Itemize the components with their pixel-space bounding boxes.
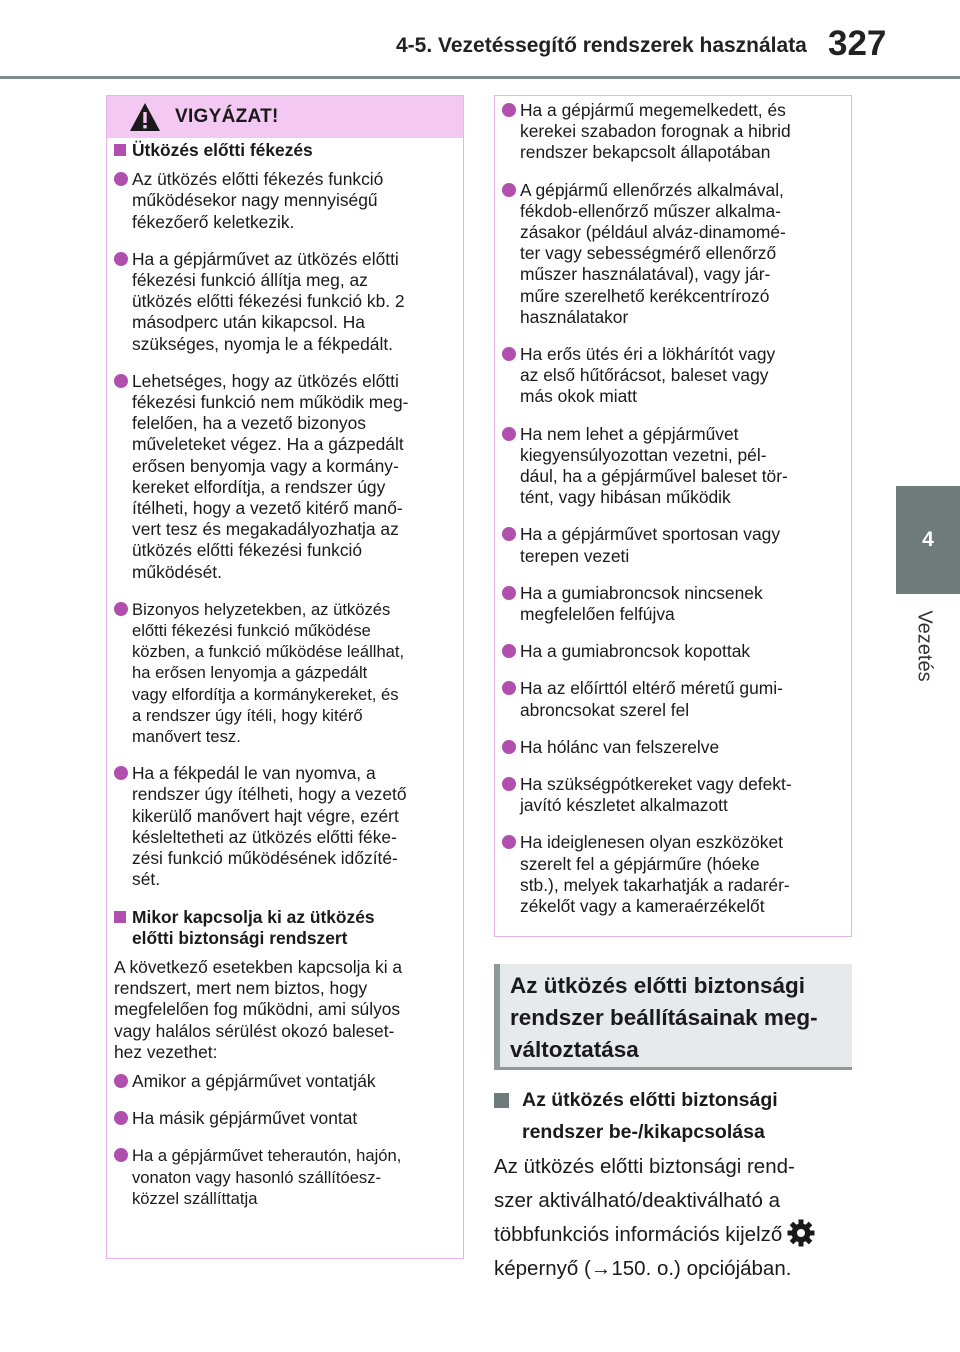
intro-paragraph: A következő esetekben kapcsolja ki a rendszert, mert nem biztos, hogy megfelelően fog működni, ami súlyos vagy halálos sérülést okozó baleset- hez vezethet: bbox=[114, 956, 403, 1062]
page-header bbox=[0, 0, 960, 78]
bullet-item: Ha másik gépjárművet vontat bbox=[114, 1108, 456, 1129]
bullet-item: Ha a gépjárművet az ütközés előtti fékezési funkció állítja meg, az ütközés előtti fékezési funkció kb. 2 másodperc után kikapcsol. Ha szükséges, nyomja le a fékpedált. bbox=[114, 249, 456, 355]
warning-triangle-icon bbox=[129, 102, 161, 132]
square-bullet-icon bbox=[114, 144, 126, 156]
bullet-item: Ha a gépjármű megemelkedett, és kerekei szabadon forognak a hibrid rendszer bekapcsolt állapotában bbox=[502, 100, 842, 164]
page-number: 327 bbox=[828, 24, 887, 63]
chapter-tab bbox=[896, 486, 960, 594]
body-paragraph: Az ütközés előtti biztonsági rend- szer aktiválható/deaktiválható a többfunkciós információs kijelző képernyő (→150. o.) opciójában. bbox=[494, 1150, 854, 1286]
round-bullet-icon bbox=[114, 252, 128, 266]
subheading: Az ütközés előtti biztonsági rendszer be-/kikapcsolása bbox=[494, 1084, 854, 1148]
bullet-item: A gépjármű ellenőrzés alkalmával, fékdob-ellenőrző műszer alkalma- zásakor (például alváz-dinamomé- ter vagy sebességmérő ellenőrző műszer használatával), vagy jár- műre szerelhető kerékcentrírozó használatakor bbox=[502, 180, 842, 328]
bullet-item: Ha ideiglenesen olyan eszközöket szerelt fel a gépjárműre (hóeke stb.), melyek takarhatják a radarér- zékelőt vagy a kameraérzékelőt bbox=[502, 832, 842, 917]
round-bullet-icon bbox=[114, 374, 128, 388]
bullet-item: Ha erős ütés éri a lökhárítót vagy az első hűtőrácsot, baleset vagy más okok miatt bbox=[502, 344, 842, 408]
caution-left-column bbox=[114, 140, 456, 1225]
round-bullet-icon bbox=[502, 427, 516, 441]
square-bullet-icon bbox=[114, 911, 126, 923]
bullet-item: Az ütközés előtti fékezés funkció működésekor nagy mennyiségű fékezőerő keletkezik. bbox=[114, 169, 456, 233]
round-bullet-icon bbox=[502, 681, 516, 695]
bullet-item: Ha szükségpótkereket vagy defekt- javító készletet alkalmazott bbox=[502, 774, 842, 816]
bullet-item: Lehetséges, hogy az ütközés előtti fékezési funkció nem működik meg- felelően, ha a vezető bizonyos műveleteket végez. Ha a gázpedált erősen benyomja vagy a kormány- kereket elfordítja, a rendszer úgy ítélheti, hogy a vezető kitérő manő- vert tesz és megakadályozhatja az ütközés előtti fékezési funkció működését. bbox=[114, 371, 456, 583]
round-bullet-icon bbox=[502, 586, 516, 600]
chapter-label-wrap bbox=[912, 606, 936, 686]
chapter-number: 4 bbox=[922, 528, 934, 551]
chapter-label: Vezetés bbox=[913, 610, 936, 682]
round-bullet-icon bbox=[502, 183, 516, 197]
bullet-item: Ha az előírttól eltérő méretű gumi- abroncsokat szerel fel bbox=[502, 678, 842, 720]
round-bullet-icon bbox=[502, 103, 516, 117]
bullet-item: Amikor a gépjárművet vontatják bbox=[114, 1071, 456, 1092]
round-bullet-icon bbox=[114, 1111, 128, 1125]
bullet-item: Ha a gépjárművet sportosan vagy terepen vezeti bbox=[502, 524, 842, 566]
caution-right-column bbox=[502, 100, 842, 933]
caution-title: VIGYÁZAT! bbox=[175, 106, 279, 127]
round-bullet-icon bbox=[114, 766, 128, 780]
round-bullet-icon bbox=[114, 602, 128, 616]
bullet-item: Bizonyos helyzetekben, az ütközés előtti fékezési funkció működése közben, a funkció működése leállhat, ha erősen lenyomja a gázpedált vagy elfordítja a kormánykereket, és a rendszer úgy ítéli, hogy kitérő manővert tesz. bbox=[114, 599, 456, 747]
bullet-item: Ha hólánc van felszerelve bbox=[502, 737, 842, 758]
round-bullet-icon bbox=[114, 1148, 128, 1162]
reference-arrow: → bbox=[590, 1257, 612, 1280]
square-bullet-icon bbox=[494, 1093, 509, 1108]
gear-icon bbox=[786, 1218, 816, 1248]
bullet-item: Ha nem lehet a gépjárművet kiegyensúlyozottan vezetni, pél- dául, ha a gépjárművel baleset tör- tént, vagy hibásan működik bbox=[502, 424, 842, 509]
section-heading-box bbox=[494, 964, 852, 1070]
round-bullet-icon bbox=[502, 740, 516, 754]
subsection-heading: Mikor kapcsolja ki az ütközés előtti biztonsági rendszert bbox=[114, 907, 456, 949]
round-bullet-icon bbox=[502, 644, 516, 658]
section-heading-bar bbox=[494, 964, 500, 1067]
bullet-item: Ha a gépjárművet teherautón, hajón, vonaton vagy hasonló szállítóesz- közzel szállíttatja bbox=[114, 1145, 456, 1209]
round-bullet-icon bbox=[502, 347, 516, 361]
running-header-title: 4-5. Vezetéssegítő rendszerek használata bbox=[396, 34, 807, 57]
subsection-heading: Ütközés előtti fékezés bbox=[114, 140, 456, 161]
bullet-item: Ha a fékpedál le van nyomva, a rendszer úgy ítélheti, hogy a vezető kikerülő manővert hajt végre, ezért késleltetheti az ütközés előtti féke- zési funkció működésének időzíté- sét. bbox=[114, 763, 456, 890]
section-title: Az ütközés előtti biztonsági rendszer beállításainak meg- változtatása bbox=[510, 973, 818, 1062]
bullet-item: Ha a gumiabroncsok kopottak bbox=[502, 641, 842, 662]
round-bullet-icon bbox=[114, 172, 128, 186]
round-bullet-icon bbox=[502, 527, 516, 541]
round-bullet-icon bbox=[114, 1074, 128, 1088]
round-bullet-icon bbox=[502, 835, 516, 849]
bullet-item: Ha a gumiabroncsok nincsenek megfelelően felfújva bbox=[502, 583, 842, 625]
caution-header bbox=[107, 96, 463, 138]
header-divider bbox=[0, 76, 960, 79]
round-bullet-icon bbox=[502, 777, 516, 791]
